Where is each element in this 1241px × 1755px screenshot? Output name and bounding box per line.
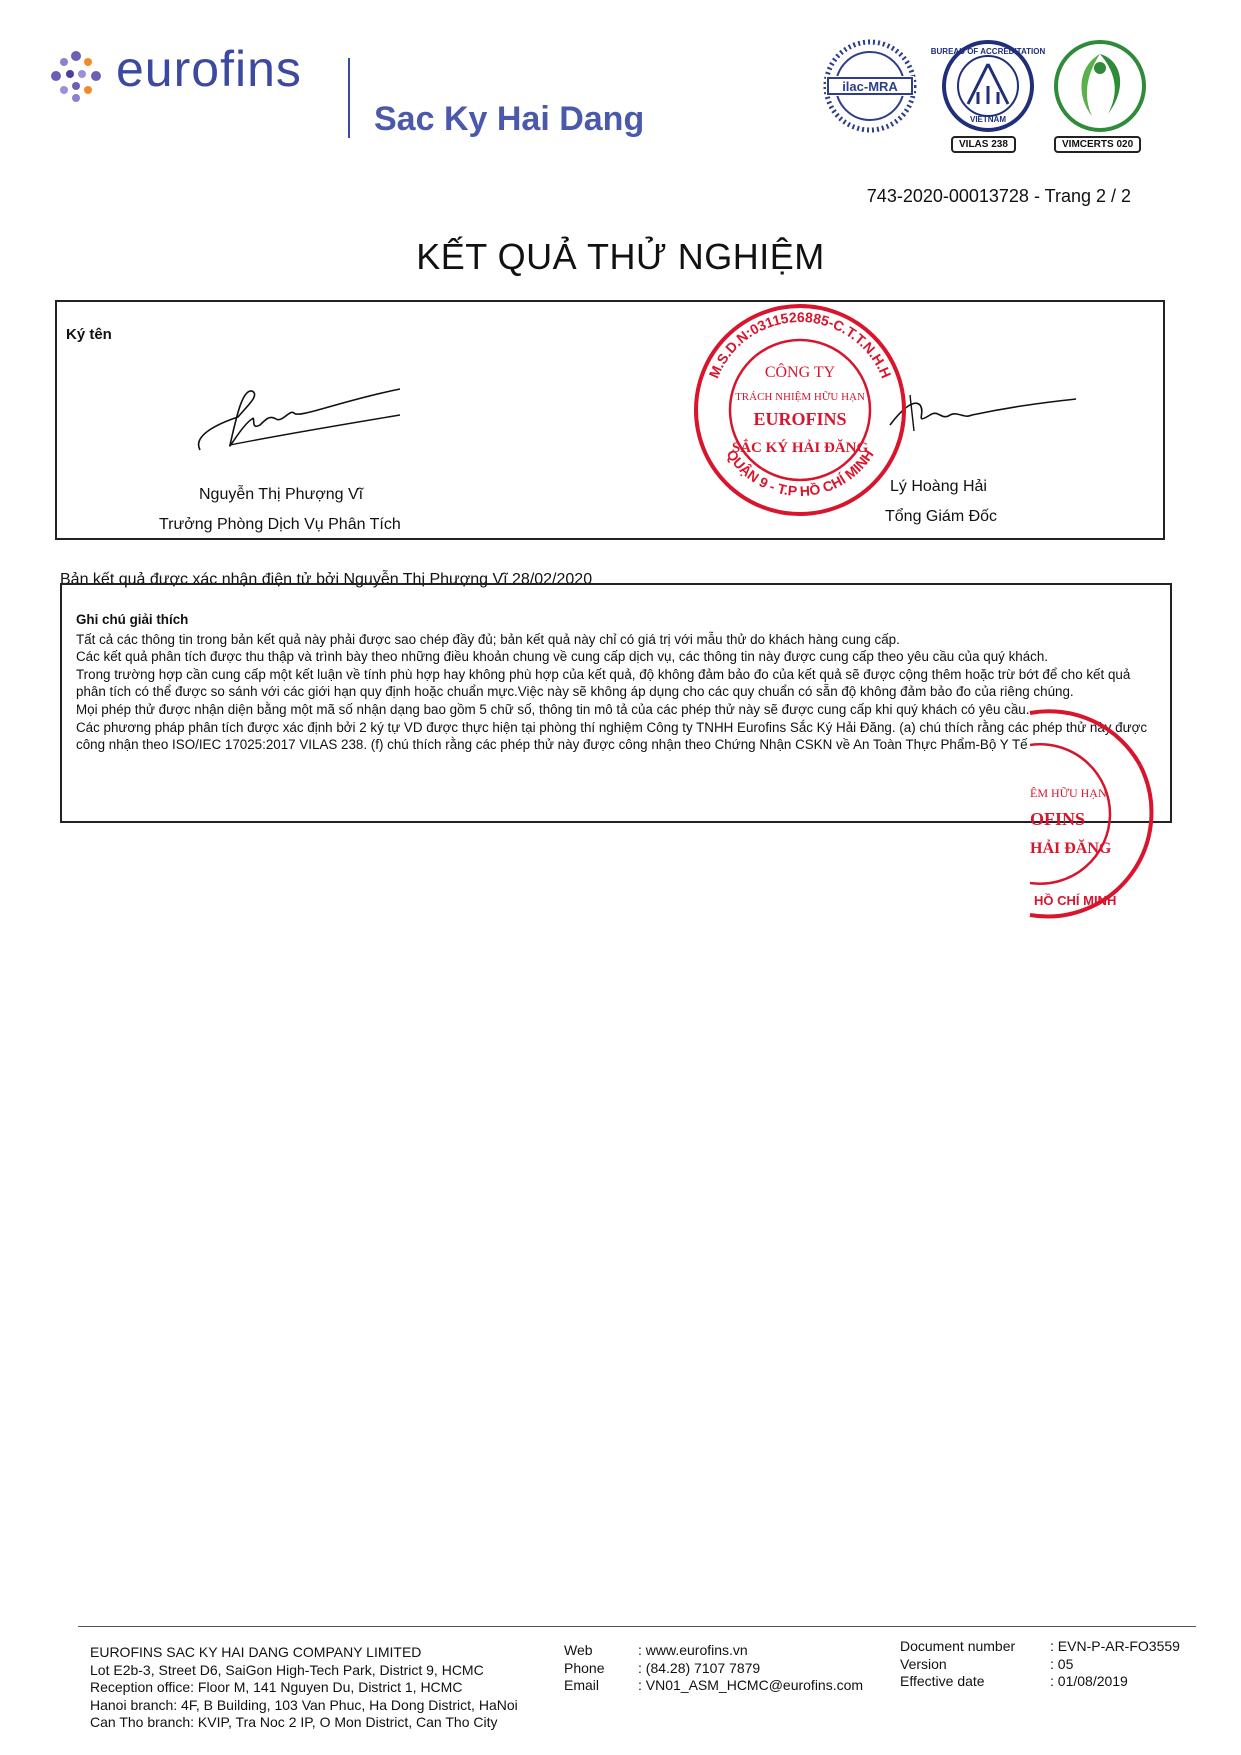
version-value: : 05: [1050, 1655, 1074, 1672]
vimcerts-badge: VIMCERTS 020: [1054, 136, 1141, 153]
svg-text:HỒ CHÍ MINH: HỒ CHÍ MINH: [1034, 893, 1117, 908]
version-label: Version: [900, 1655, 947, 1672]
stamp-line-4: SẮC KÝ HẢI ĐĂNG: [731, 440, 869, 456]
stamp-line-3: EUROFINS: [753, 409, 847, 429]
footer-address: Hanoi branch: 4F, B Building, 103 Van Phuc, Ha Dong District, HaNoi: [90, 1696, 518, 1713]
svg-text:VIETNAM: VIETNAM: [970, 115, 1006, 124]
doc-number-label: Document number: [900, 1638, 1016, 1654]
footer-company-name: EUROFINS SAC KY HAI DANG COMPANY LIMITED: [90, 1644, 422, 1660]
footer-address: Can Tho branch: KVIP, Tra Noc 2 IP, O Mon District, Can Tho City: [90, 1714, 498, 1730]
stamp-line-1: CÔNG TY: [764, 364, 836, 381]
web-value[interactable]: : www.eurofins.vn: [638, 1642, 748, 1658]
vilas-badge: VILAS 238: [951, 136, 1016, 153]
signer-left-name: Nguyễn Thị Phượng Vĩ: [199, 486, 364, 503]
footer-company: [90, 1644, 518, 1732]
document-title: KẾT QUẢ THỬ NGHIỆM: [416, 236, 825, 277]
email-label: Email: [564, 1677, 600, 1693]
electronic-confirmation: Bản kết quả được xác nhận điện tử bởi Nguyễn Thị Phượng Vĩ 28/02/2020: [60, 571, 593, 588]
footer-address: Lot E2b-3, Street D6, SaiGon High-Tech Park, District 9, HCMC: [90, 1661, 484, 1678]
svg-text:BUREAU OF ACCREDITATION: BUREAU OF ACCREDITATION: [930, 47, 1046, 56]
footer-doc-values: [1050, 1638, 1180, 1691]
brand-name: eurofins: [116, 41, 302, 97]
footer-doc-labels: [900, 1638, 1015, 1691]
footer-address: Reception office: Floor M, 141 Nguyen Du, District 1, HCMC: [90, 1679, 463, 1695]
email-value[interactable]: : VN01_ASM_HCMC@eurofins.com: [638, 1677, 864, 1693]
boa-vietnam-seal-icon: [930, 38, 1046, 148]
effective-date-value: : 01/08/2019: [1050, 1673, 1128, 1689]
note-paragraph: Các kết quả phân tích được thu thập và trình bày theo những điều khoản chung về cung cấp dịch vụ, các thông tin này được cung cấp theo yêu cầu của quý khách.: [76, 649, 1049, 665]
stamp-ring-top: M.S.D.N:0311526885-C.T.T.N.H.H: [705, 308, 895, 381]
header-divider: [348, 58, 350, 138]
signature-label: Ký tên: [66, 326, 112, 343]
subsidiary-name: Sac Ky Hai Dang: [374, 100, 645, 138]
note-paragraph: Các phương pháp phân tích được xác định bởi 2 ký tự VD được thực hiện tại phòng thí nghiệm Công ty TNHH Eurofins Sắc Ký Hải Đăng. (a) chú thích rằng các phép thử này được công nhận theo ISO/IEC 17025:2017 VILAS 238. (f) chú thích rằng các phép thử này được công nhận theo Chứng Nhận CSKN về An Toàn Thực Phẩm-Bộ Y Tế: [76, 719, 1148, 753]
stamp-ring-bottom: QUẬN 9 - T.P HỒ CHÍ MINH: [723, 446, 877, 500]
document-number: 743-2020-00013728 - Trang 2 / 2: [866, 186, 1131, 206]
effective-date-label: Effective date: [900, 1673, 985, 1689]
notes-box: [60, 583, 1172, 823]
eurofins-logo-icon: [48, 48, 104, 104]
ilac-mra-seal-icon: [822, 38, 918, 134]
phone-value: : (84.28) 7107 7879: [638, 1659, 761, 1676]
signature-left-icon: [190, 375, 410, 460]
signer-left-role: Trưởng Phòng Dịch Vụ Phân Tích: [159, 516, 401, 533]
svg-text:HẢI ĐĂNG: HẢI ĐĂNG: [1030, 840, 1112, 857]
web-label: Web: [564, 1642, 593, 1658]
signer-right-role: Tổng Giám Đốc: [885, 508, 998, 525]
phone-label: Phone: [564, 1659, 605, 1676]
footer-contact-labels: [564, 1642, 604, 1695]
svg-text:ilac-MRA: ilac-MRA: [842, 79, 898, 94]
svg-text:OFINS: OFINS: [1030, 809, 1086, 829]
signature-right-icon: [880, 385, 1080, 440]
footer-divider: [78, 1626, 1196, 1627]
note-paragraph: Trong trường hợp cần cung cấp một kết luận về tính phù hợp hay không phù hợp của kết quả, độ không đảm bảo đo của kết quả sẽ được cộng thêm hoặc trừ bớt để cho kết quả phân tích có thể được so sánh với các giới hạn quy định hoặc chuẩn mực.Việc này sẽ không áp dụng cho các quy chuẩn có sẵn độ không đảm bảo đo của riêng chúng.: [76, 666, 1131, 700]
note-paragraph: Mọi phép thử được nhận diện bằng một mã số nhận dạng bao gồm 5 chữ số, thông tin mô tả của các phép thử này sẽ được cung cấp khi quý khách có yêu cầu.: [76, 701, 1030, 717]
footer-contact-values: [638, 1642, 863, 1695]
stamp-line-2: TRÁCH NHIỆM HỮU HẠN: [735, 391, 865, 403]
svg-text:ÊM HỮU HẠN: ÊM HỮU HẠN: [1030, 786, 1107, 800]
note-paragraph: Tất cả các thông tin trong bản kết quả này phải được sao chép đầy đủ; bản kết quả này chỉ có giá trị với mẫu thử do khách hàng cung cấp.: [76, 631, 900, 647]
moi-truong-seal-icon: [1052, 38, 1148, 134]
notes-heading: Ghi chú giải thích: [76, 612, 189, 627]
signer-right-name: Lý Hoàng Hải: [890, 478, 987, 495]
doc-number-value: : EVN-P-AR-FO3559: [1050, 1638, 1180, 1654]
